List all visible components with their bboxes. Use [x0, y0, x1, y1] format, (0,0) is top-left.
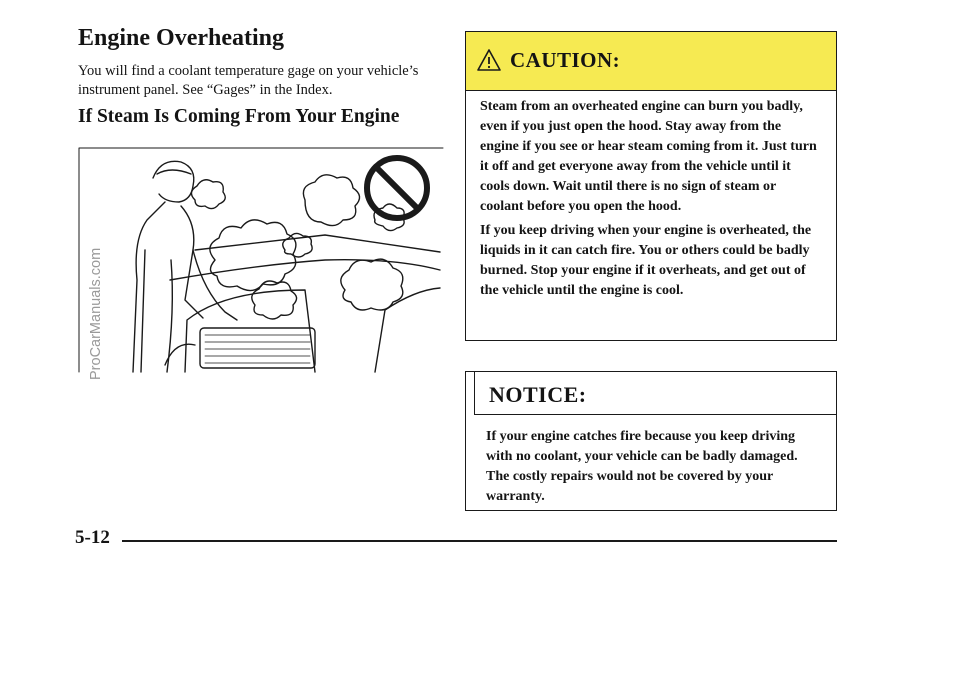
- page-heading: Engine Overheating: [78, 25, 285, 51]
- watermark: ProCarManuals.com: [88, 247, 104, 380]
- intro-text: You will find a coolant temperature gage on your vehicle’s instrument panel. See “Gages” in the Index.: [78, 63, 419, 98]
- steam-engine-illustration: [75, 140, 445, 376]
- caution-title: CAUTION:: [510, 48, 621, 72]
- notice-box: [465, 371, 837, 511]
- section-subheading: If Steam Is Coming From Your Engine: [78, 106, 400, 127]
- notice-body: If your engine catches fire because you keep driving with no coolant, your vehicle can be badly damaged. The costly repairs would not be covered by your warranty.: [486, 429, 798, 504]
- page-number: 5-12: [75, 527, 110, 548]
- notice-header: [474, 372, 836, 415]
- warning-triangle-icon: [476, 48, 502, 72]
- caution-paragraph: If you keep driving when your engine is overheated, the liquids in it can catch fire. You or others could be badly burned. Stop your engine if it overheats, and get out of the vehicle until the engine is cool.: [480, 223, 812, 298]
- prohibition-icon: [367, 158, 427, 218]
- caution-header: [466, 32, 836, 91]
- caution-box: [465, 31, 837, 341]
- caution-body: [466, 91, 836, 301]
- footer-divider: [122, 540, 837, 542]
- caution-paragraph: Steam from an overheated engine can burn you badly, even if you just open the hood. Stay away from the engine if you see or hear steam coming from it. Just turn it off and get everyone away from the vehicle until it cools down. Wait until there is no sign of steam or coolant before you open the hood.: [480, 99, 817, 214]
- notice-title: NOTICE:: [489, 382, 587, 407]
